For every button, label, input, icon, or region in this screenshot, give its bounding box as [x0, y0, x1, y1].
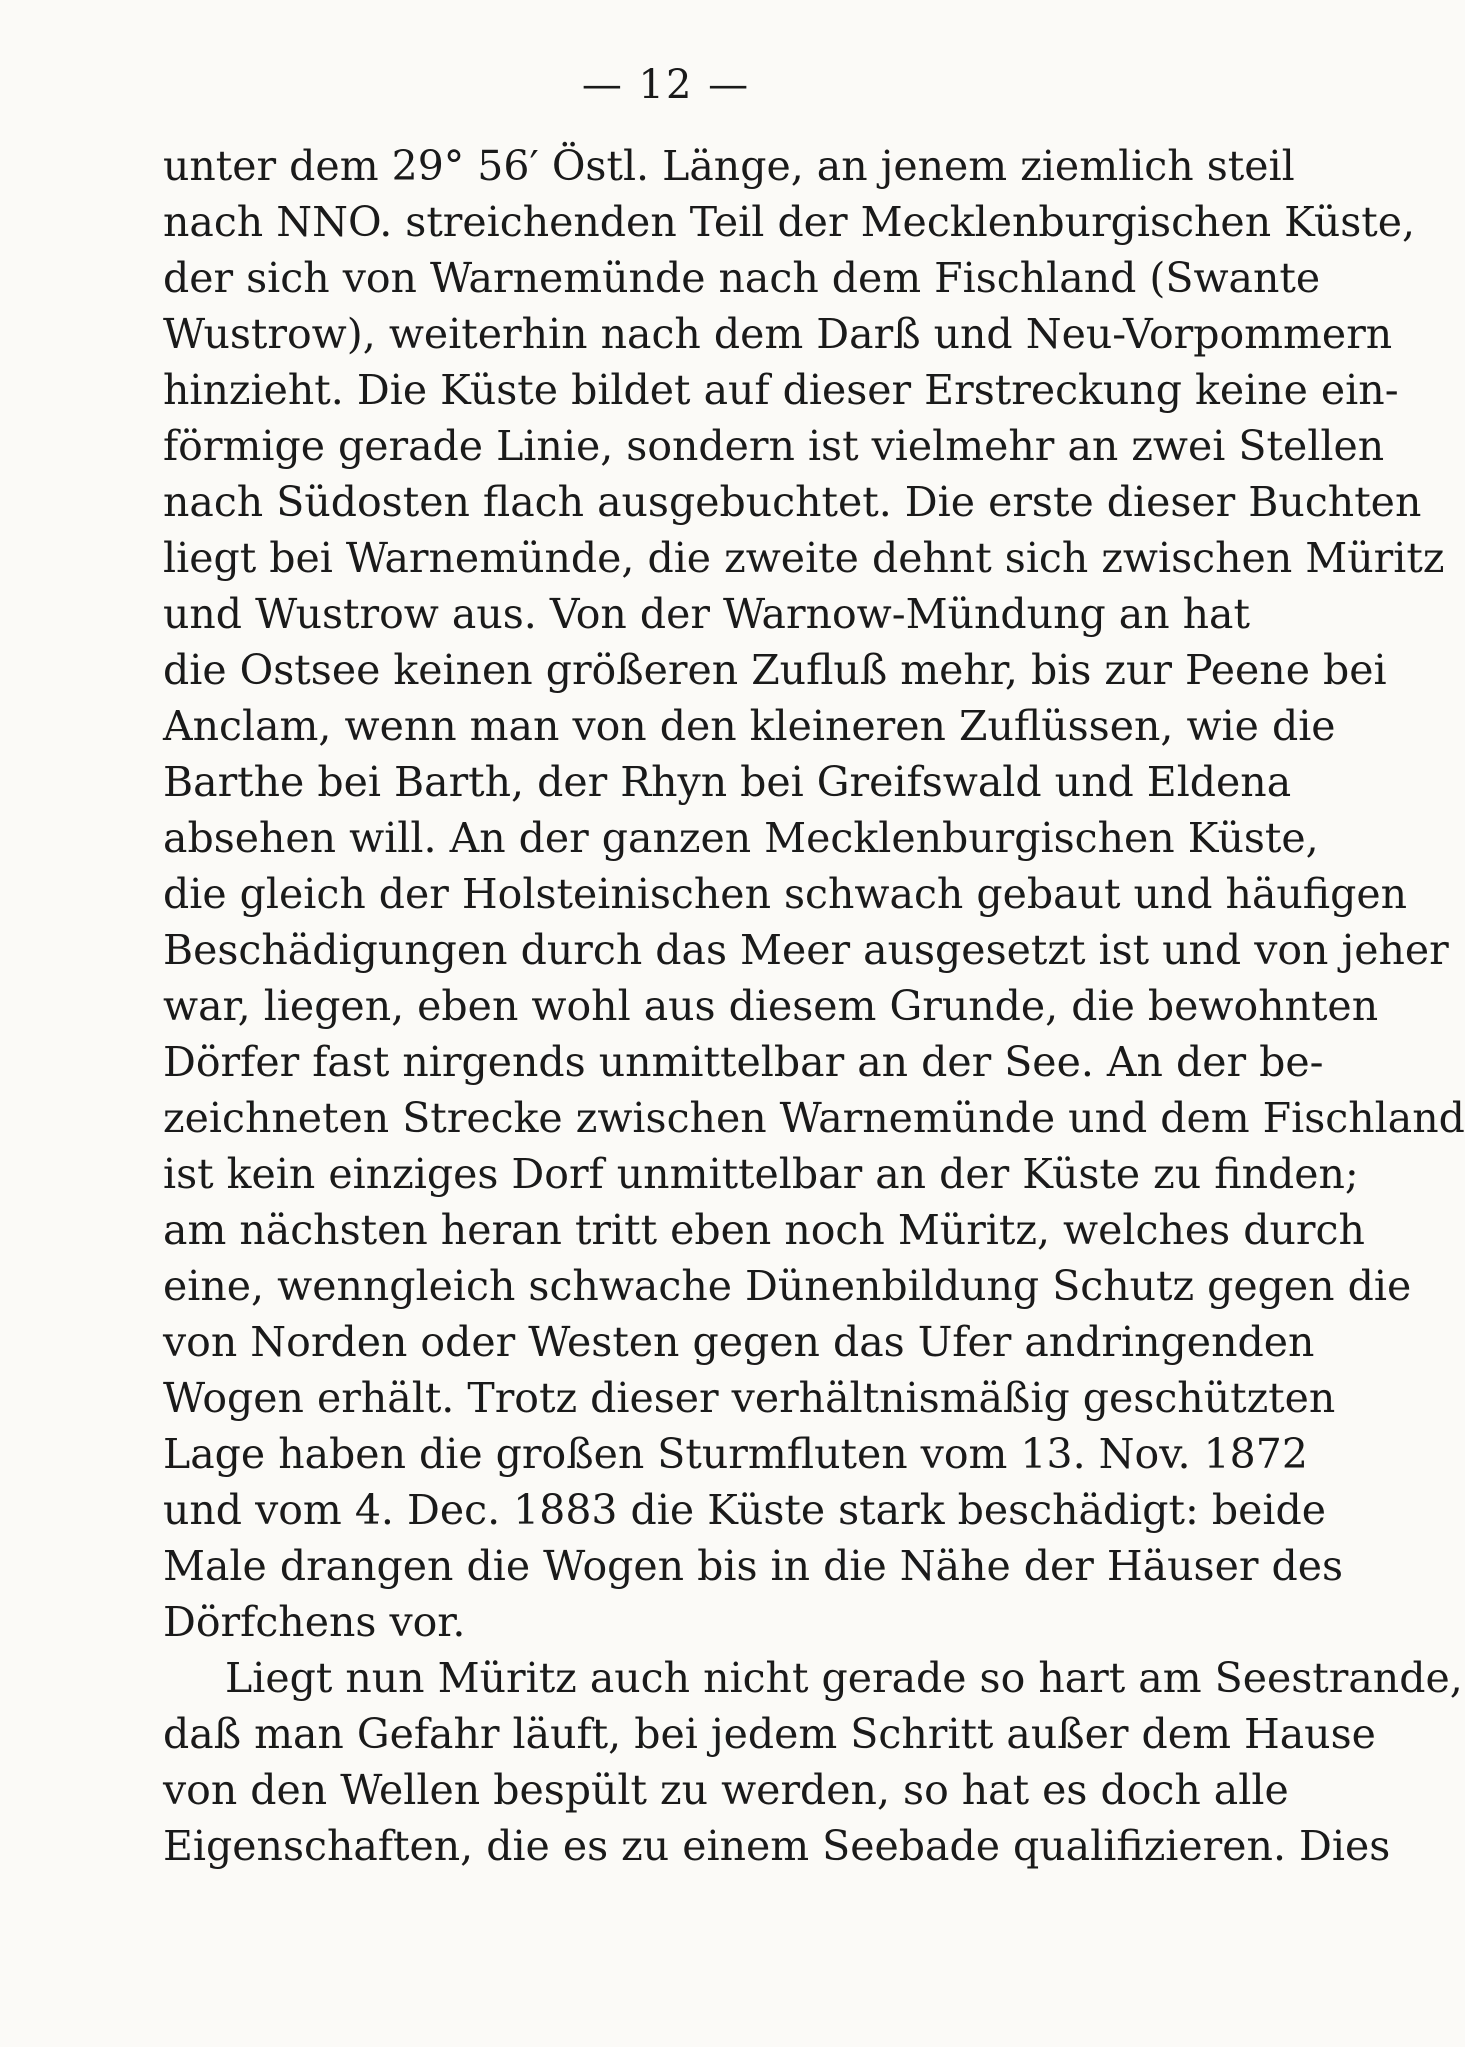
- text-line: und vom 4. Dec. 1883 die Küste stark beschädigt: beide: [163, 1486, 1326, 1534]
- text-line: die gleich der Holsteinischen schwach gebaut und häufigen: [163, 870, 1408, 918]
- text-line: Beschädigungen durch das Meer ausgesetzt ist und von jeher: [163, 926, 1449, 974]
- text-line: Barthe bei Barth, der Rhyn bei Greifswald und Eldena: [163, 758, 1292, 806]
- text-line: absehen will. An der ganzen Mecklenburgischen Küste,: [163, 814, 1319, 862]
- paragraph-1: [163, 138, 1465, 1650]
- text-line: Wustrow), weiterhin nach dem Darß und Neu-Vorpommern: [163, 310, 1393, 358]
- text-line: Wogen erhält. Trotz dieser verhältnismäßig geschützten: [163, 1374, 1336, 1422]
- text-line: von den Wellen bespült zu werden, so hat es doch alle: [163, 1766, 1289, 1814]
- text-line: zeichneten Strecke zwischen Warnemünde und dem Fischland: [163, 1094, 1465, 1142]
- text-line: unter dem 29° 56′ Östl. Länge, an jenem ziemlich steil: [163, 142, 1295, 190]
- text-line: nach Südosten flach ausgebuchtet. Die erste dieser Buchten: [163, 478, 1422, 526]
- text-line: Lage haben die großen Sturmfluten vom 13. Nov. 1872: [163, 1430, 1308, 1478]
- text-line: hinzieht. Die Küste bildet auf dieser Erstreckung keine ein-: [163, 366, 1399, 414]
- text-line: der sich von Warnemünde nach dem Fischland (Swante: [163, 254, 1321, 302]
- text-line: Liegt nun Müritz auch nicht gerade so hart am Seestrande,: [225, 1654, 1463, 1702]
- text-line: daß man Gefahr läuft, bei jedem Schritt außer dem Hause: [163, 1710, 1376, 1758]
- text-line: liegt bei Warnemünde, die zweite dehnt sich zwischen Müritz: [163, 534, 1445, 582]
- text-line: war, liegen, eben wohl aus diesem Grunde, die bewohnten: [163, 982, 1379, 1030]
- text-line: Dörfer fast nirgends unmittelbar an der See. An der be-: [163, 1038, 1324, 1086]
- text-line: von Norden oder Westen gegen das Ufer andringenden: [163, 1318, 1315, 1366]
- text-line: die Ostsee keinen größeren Zufluß mehr, bis zur Peene bei: [163, 646, 1387, 694]
- text-line: Dörfchens vor.: [163, 1598, 466, 1646]
- text-line: Male drangen die Wogen bis in die Nähe der Häuser des: [163, 1542, 1344, 1590]
- text-line: förmige gerade Linie, sondern ist vielmehr an zwei Stellen: [163, 422, 1385, 470]
- page-number: — 12 —: [581, 62, 751, 108]
- text-line: Eigenschaften, die es zu einem Seebade qualifizieren. Dies: [163, 1822, 1391, 1870]
- body-text: [163, 138, 1465, 1874]
- text-line: Anclam, wenn man von den kleineren Zuflüssen, wie die: [163, 702, 1336, 750]
- text-line: und Wustrow aus. Von der Warnow-Mündung an hat: [163, 590, 1250, 638]
- text-line: ist kein einziges Dorf unmittelbar an der Küste zu finden;: [163, 1150, 1359, 1198]
- paragraph-2: [163, 1650, 1463, 1874]
- text-line: am nächsten heran tritt eben noch Müritz, welches durch: [163, 1206, 1365, 1254]
- text-line: nach NNO. streichenden Teil der Mecklenburgischen Küste,: [163, 198, 1416, 246]
- text-line: eine, wenngleich schwache Dünenbildung Schutz gegen die: [163, 1262, 1412, 1310]
